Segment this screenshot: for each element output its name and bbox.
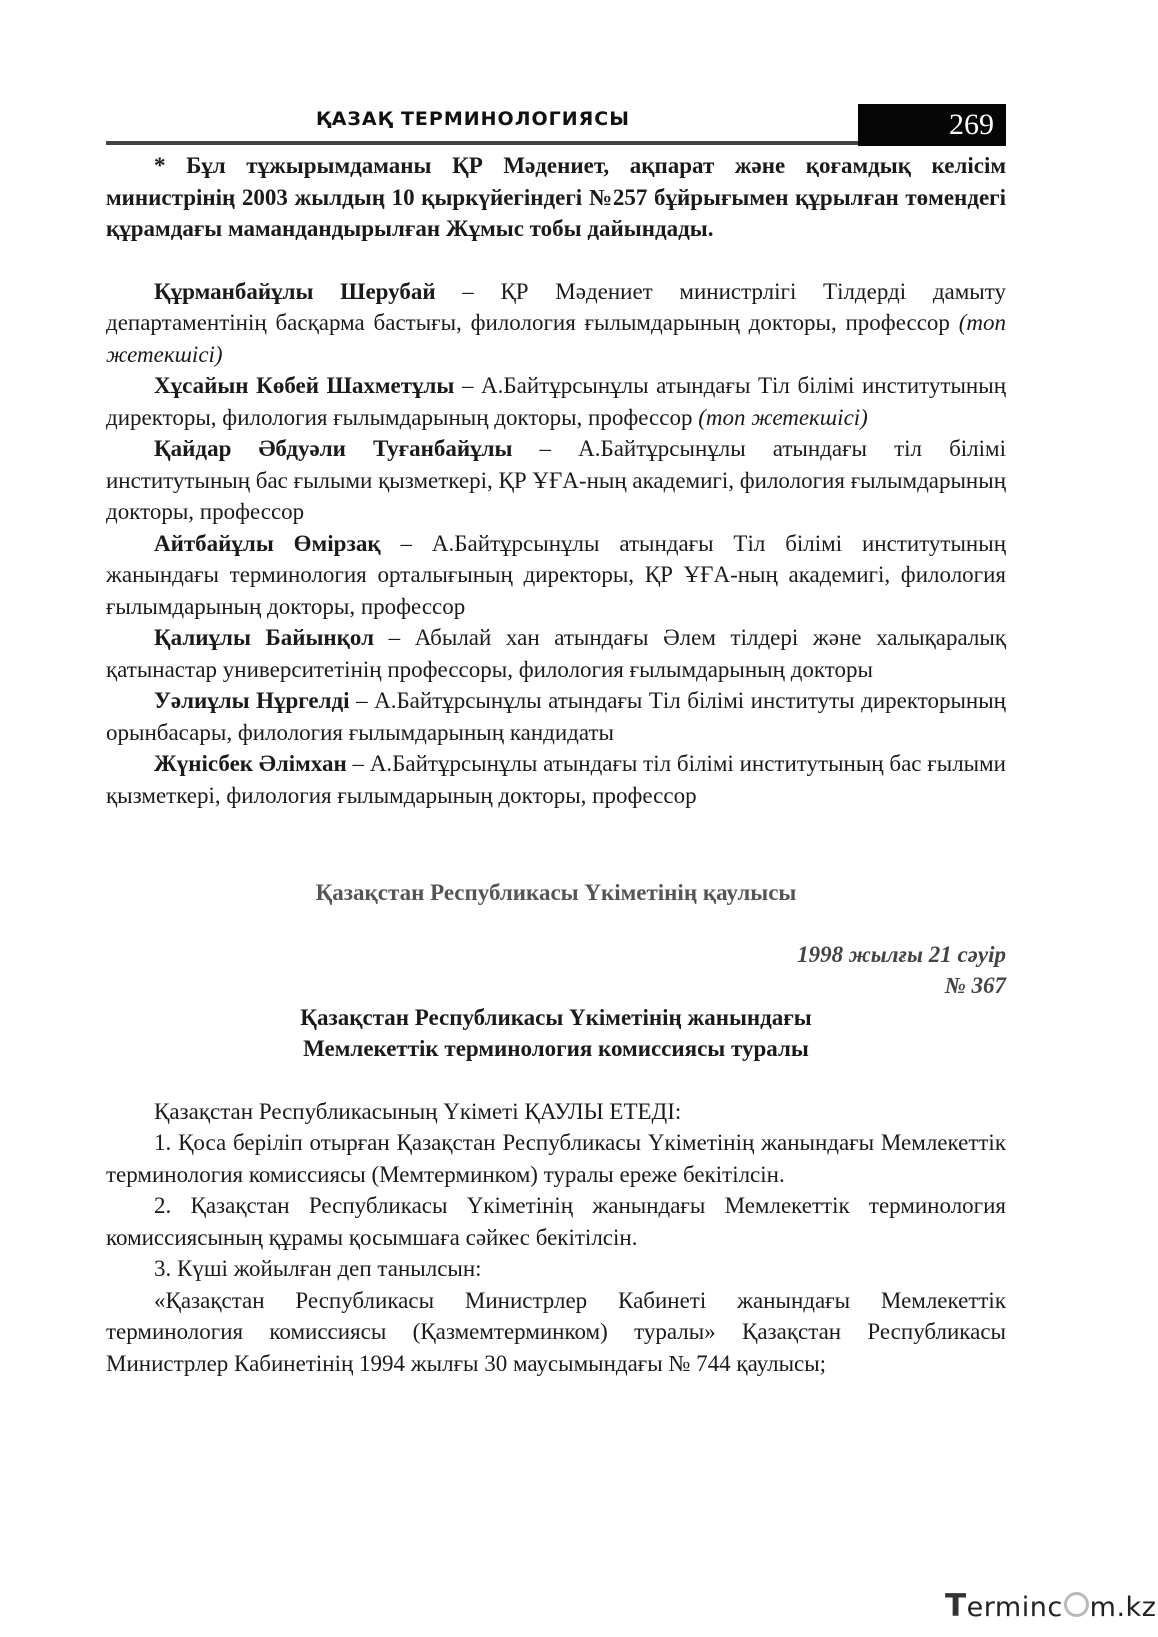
member-entry bbox=[106, 748, 1006, 811]
member-desc: – Абылай хан атындағы Әлем тілдері және халықаралық қатынастар университетінің профессоры, филология ғылымдарының докторы bbox=[106, 625, 1007, 682]
member-name: Құрманбайұлы Шерубай bbox=[154, 278, 436, 304]
decree-paragraph: Қазақстан Республикасының Үкіметі ҚАУЛЫ ЕТЕДІ: bbox=[154, 1098, 682, 1124]
member-desc: – А.Байтұрсынұлы атындағы Тіл білімі институтының жанындағы терминология орталығының директоры, ҚР ҰҒА-ның академигі, филология ғылымдарының докторы, профессор bbox=[106, 530, 1006, 619]
member-entry bbox=[106, 528, 1006, 623]
header-rule bbox=[106, 141, 858, 145]
member-entry bbox=[106, 685, 1006, 748]
decree-paragraph: 1. Қоса беріліп отырған Қазақстан Республикасы Үкіметінің жанындағы Мемлекеттік терминология комиссиясы (Мемтерминком) туралы ереже бекітілсін. bbox=[106, 1130, 1006, 1187]
header-title: ҚАЗАҚ ТЕРМИНОЛОГИЯСЫ bbox=[316, 108, 630, 130]
decree-date: 1998 жылғы 21 сәуір bbox=[797, 941, 1006, 967]
magnifier-o-icon bbox=[1064, 1592, 1089, 1617]
member-name: Уәлиұлы Нұргелді bbox=[154, 688, 350, 713]
member-desc: – А.Байтұрсынұлы атындағы тіл білімі институтының бас ғылыми қызметкері, ҚР ҰҒА-ның академигі, филология ғылымдарының докторы, профессор bbox=[106, 436, 1006, 524]
member-role-note: (топ жетекшісі) bbox=[106, 310, 1006, 367]
decree-paragraph: 3. Күші жойылған деп танылсын: bbox=[154, 1256, 482, 1281]
member-desc: – ҚР Мәдениет министрлігі Тілдерді дамыту департаментінің басқарма бастығы, филология ғылымдарының докторы, профессор bbox=[106, 278, 1006, 335]
decree-number: № 367 bbox=[944, 973, 1006, 998]
member-entry bbox=[106, 622, 1006, 685]
member-desc: – А.Байтұрсынұлы атындағы Тіл білімі институтының директоры, филология ғылымдарының докторы, профессор bbox=[106, 373, 1007, 430]
law-title-line-2: Мемлекеттік терминология комиссиясы туралы bbox=[303, 1036, 809, 1061]
member-name: Қайдар Әбдуәли Туғанбайұлы bbox=[154, 436, 513, 461]
member-name: Жүнісбек Әлімхан bbox=[154, 751, 347, 776]
member-desc: – А.Байтұрсынұлы атындағы Тіл білімі институты директорының орынбасары, филология ғылымдарының кандидаты bbox=[106, 688, 1006, 745]
member-entry bbox=[106, 370, 1006, 433]
working-group-note: * Бұл тұжырымдаманы ҚР Мәдениет, ақпарат және қоғамдық келісім министрінің 2003 жылдың 10 қыркүйегіндегі №257 бұйрығымен құрылған төмендегі құрамдағы мамандандырылған Жұмыс тобы дайындады. bbox=[106, 153, 1006, 241]
member-role-note: (топ жетекшісі) bbox=[698, 404, 868, 430]
member-name: Айтбайұлы Өмірзақ bbox=[154, 530, 381, 556]
member-name: Хұсайын Көбей Шахметұлы bbox=[154, 373, 455, 398]
member-desc: – А.Байтұрсынұлы атындағы тіл білімі институтының бас ғылыми қызметкері, филология ғылымдарының докторы, профессор bbox=[106, 751, 1006, 808]
law-title-line-1: Қазақстан Республикасы Үкіметінің жанындағы bbox=[300, 1004, 812, 1030]
decree-heading: Қазақстан Республикасы Үкіметінің қаулысы bbox=[315, 880, 797, 905]
member-name: Қалиұлы Байынқол bbox=[154, 625, 375, 650]
decree-paragraph: «Қазақстан Республикасы Министрлер Кабинеті жанындағы Мемлекеттік терминология комиссиясы (Қазмемтерминком) туралы» Қазақстан Республикасы Министрлер Кабинетінің 1994 жылғы 30 маусымындағы № 744 қаулысы; bbox=[106, 1287, 1006, 1376]
member-entry bbox=[106, 433, 1006, 528]
member-entry bbox=[106, 276, 1006, 371]
page-number: 269 bbox=[858, 104, 1006, 146]
running-header bbox=[106, 104, 1006, 146]
termincom-watermark: Terminc m.kz bbox=[945, 1588, 1157, 1624]
decree-paragraph: 2. Қазақстан Республикасы Үкіметінің жанындағы Мемлекеттік терминология комиссиясының құрамы қосымшаға сәйкес бекітілсін. bbox=[106, 1193, 1006, 1250]
page-body bbox=[106, 150, 1006, 1379]
